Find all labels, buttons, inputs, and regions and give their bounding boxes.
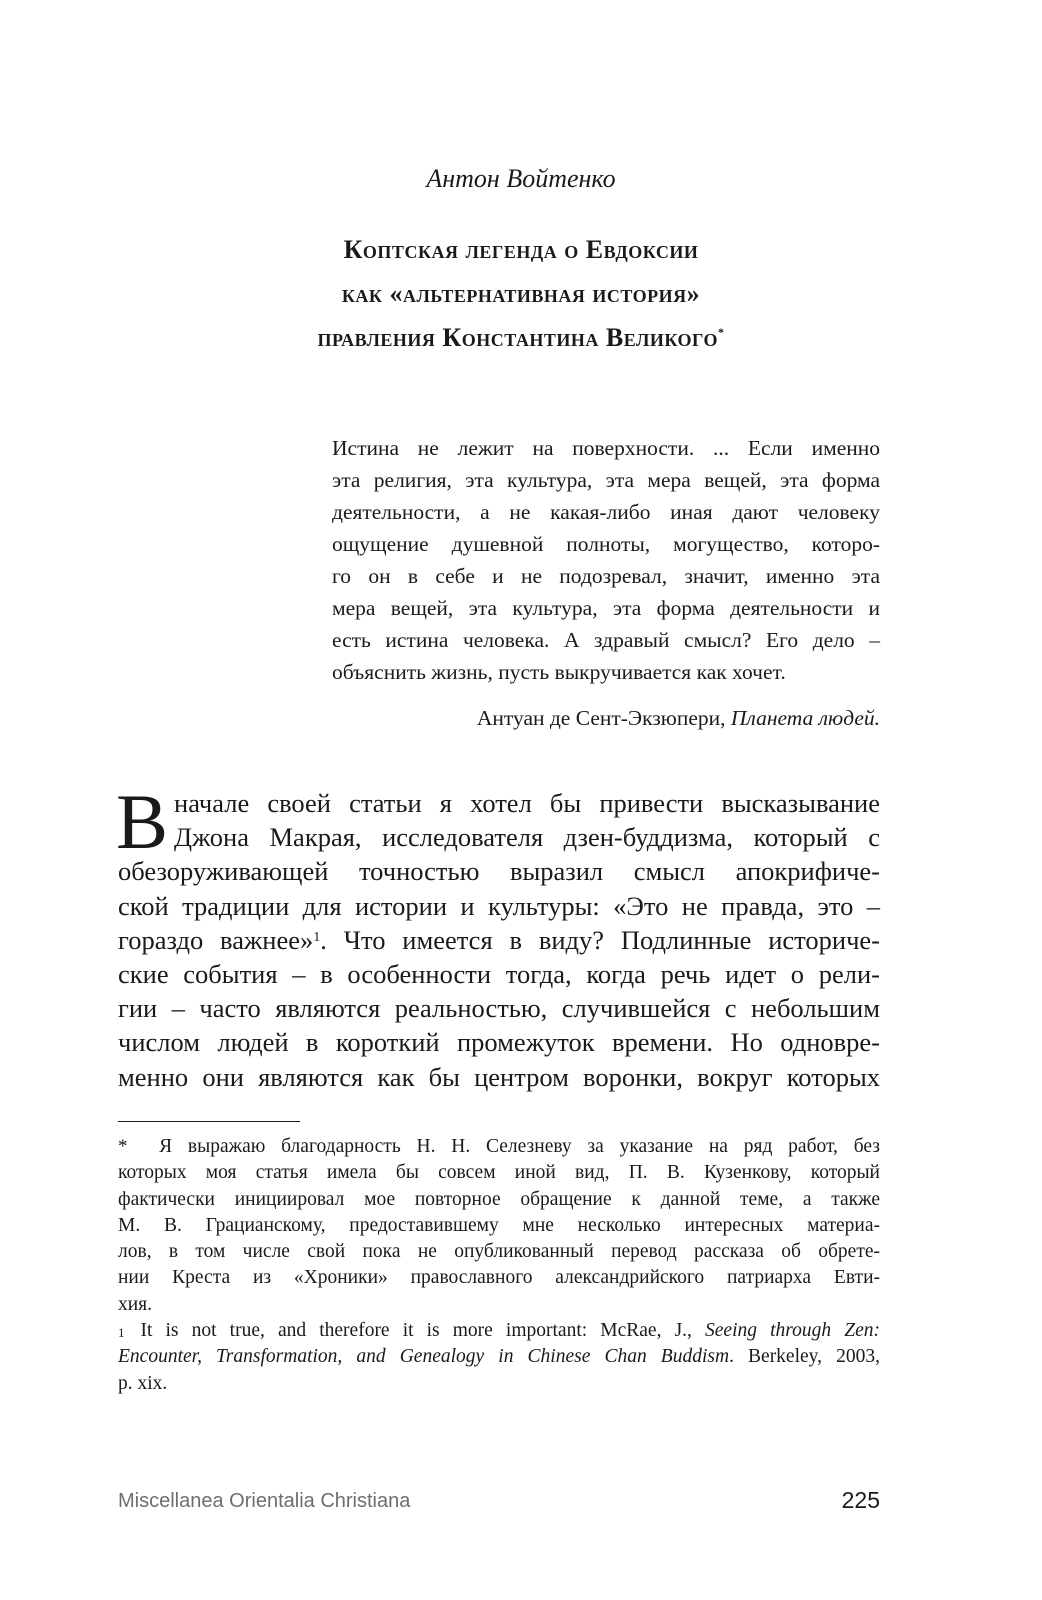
footnote-star-line [118, 1134, 880, 1160]
footnote-1-line [118, 1318, 880, 1344]
drop-cap: В [116, 778, 169, 865]
title-line-2: как «альтернативная история» [341, 279, 701, 308]
title-line-3-text: правления Константина Великого [317, 323, 719, 352]
footnote-star-line: фактически инициировал мое повторное обращение к данной теме, а также [118, 1188, 880, 1210]
epigraph-line: мера вещей, эта культура, эта форма деятельности и [332, 596, 880, 620]
footnote-1-post: . Berkeley, 2003, [729, 1346, 880, 1368]
epigraph-line: эта религия, эта культура, эта мера вещей, эта форма [332, 468, 880, 492]
body-line-5a: гораздо важнее» [118, 924, 314, 955]
footnote-star-line: нии Креста из «Хроники» православного александрийского патриарха Евти- [118, 1267, 880, 1289]
title-line-3 [0, 316, 1042, 360]
epigraph [332, 432, 880, 688]
author-name: Антон Войтенко [426, 164, 616, 193]
footnotes [118, 1134, 880, 1397]
attribution-work: Планета людей. [730, 706, 880, 730]
footnote-star-line: лов, в том числе свой пока не опубликованный перевод рассказа об обрете- [118, 1241, 880, 1263]
page-number: 225 [841, 1487, 880, 1513]
attribution-author: Антуан де Сент-Экзюпери, [476, 706, 731, 730]
footnote-star-line: хия. [118, 1293, 153, 1315]
body-line: менно они являются как бы центром воронки, вокруг которых [118, 1061, 880, 1092]
epigraph-line: деятельности, а не какая-либо иная дают человеку [332, 500, 880, 524]
footnote-star-line: М. В. Грацианскому, предоставившему мне несколько интересных материа- [118, 1214, 880, 1236]
footnote-1-line: p. xix. [118, 1372, 168, 1394]
footnote-1-pre: It is not true, and therefore it is more important: McRae, J., [140, 1320, 706, 1342]
body-line [118, 923, 880, 957]
body-line: ской традиции для истории и культуры: «Это не правда, это – [118, 890, 880, 921]
footnote-ref-1: 1 [313, 929, 321, 945]
title-line-1: Коптская легенда о Евдоксии [343, 235, 699, 264]
epigraph-line: есть истина человека. А здравый смысл? Его дело – [332, 628, 880, 652]
footnote-1-number: 1 [118, 1325, 125, 1341]
epigraph-line: ощущение душевной полноты, могущество, которо- [332, 532, 880, 556]
epigraph-line: Истина не лежит на поверхности. ... Если именно [332, 436, 880, 460]
footnote-1-italic-a: Seeing through Zen: [705, 1320, 880, 1342]
body-line: обезоруживающей точностью выразил смысл апокрифиче- [118, 856, 880, 887]
body-line: числом людей в короткий промежуток времени. Но одновре- [118, 1027, 880, 1058]
footnote-star-line: которых моя статья имела бы совсем иной вид, П. В. Кузенкову, который [118, 1162, 880, 1184]
body-line: Джона Макрая, исследователя дзен-буддизма, который с [174, 822, 880, 853]
footnote-star-text: Я выражаю благодарность Н. Н. Селезневу за указание на ряд работ, без [159, 1136, 880, 1157]
article-title [0, 228, 1042, 360]
body-line: ские события – в особенности тогда, когда речь идет о рели- [118, 959, 880, 990]
title-footnote-mark: * [718, 325, 725, 339]
epigraph-line: объяснить жизнь, пусть выкручивается как хочет. [332, 660, 786, 684]
footnote-star-mark: * [118, 1136, 128, 1157]
footnote-separator [118, 1121, 300, 1122]
footnote-1-italic-b: Encounter, Transformation, and Genealogy in Chinese Chan Buddism [118, 1346, 730, 1368]
body-line: гии – часто являются реальностью, случившейся с небольшим [118, 993, 880, 1024]
epigraph-line: го он в себе и не подозревал, значит, именно эта [332, 564, 880, 588]
body-paragraph [116, 778, 880, 1094]
body-line: начале своей статьи я хотел бы привести высказывание [174, 788, 880, 818]
epigraph-attribution [332, 702, 880, 734]
journal-name: Miscellanea Orientalia Christiana [118, 1490, 411, 1512]
footnote-1-line [118, 1344, 880, 1370]
body-line-5b: . Что имеется в виду? Подлинные историче- [320, 924, 880, 955]
